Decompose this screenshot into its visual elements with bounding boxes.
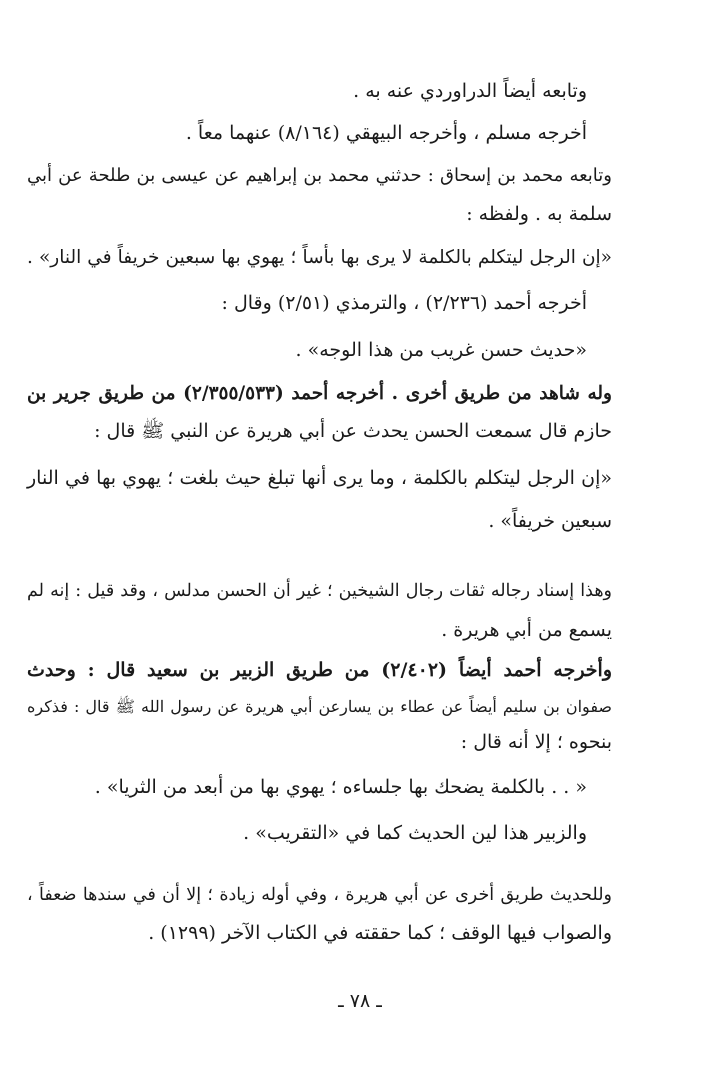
page-number: ـ ٧٨ ـ <box>338 990 382 1012</box>
text-line-7-start: حازم قال : <box>526 420 612 442</box>
text-line-12: بنحوه ؛ إلا أنه قال : <box>460 731 612 753</box>
text-line-7: سمعت الحسن يحدث عن أبي هريرة عن النبي ﷺ قال : <box>94 420 530 442</box>
text-line-6: وله شاهد من طريق أخرى . أخرجه أحمد (٢/٣٥٥/٥٣٣) من طريق جرير بن <box>27 383 612 404</box>
text-line-8: وهذا إسناد رجاله ثقات رجال الشيخين ؛ غير أن الحسن مدلس ، وقد قيل : إنه لم <box>27 581 612 601</box>
quote-line-4: سبعين خريفاً» . <box>488 510 612 532</box>
text-line-5: أخرجه أحمد (٢/٢٣٦) ، والترمذي (٢/٥١) وقال : <box>221 292 587 314</box>
text-line-2: أخرجه مسلم ، وأخرجه البيهقي (٨/١٦٤) عنهما معاً . <box>185 122 587 144</box>
quote-line-1: «إن الرجل ليتكلم بالكلمة لا يرى بها بأساً ؛ يهوي بها سبعين خريفاً في النار» . <box>27 247 612 268</box>
text-line-13: والزبير هذا لين الحديث كما في «التقريب» . <box>243 822 587 844</box>
text-line-9: يسمع من أبي هريرة . <box>441 619 612 641</box>
quote-line-5: « . . بالكلمة يضحك بها جلساءه ؛ يهوي بها من أبعد من الثريا» . <box>94 776 587 798</box>
text-line-11: صفوان بن سليم أيضاً عن عطاء بن يسارعن أبي هريرة عن رسول الله ﷺ قال : فذكره <box>27 697 612 716</box>
text-line-15: والصواب فيها الوقف ؛ كما حققته في الكتاب الآخر (١٢٩٩) . <box>148 922 612 944</box>
text-line-1: وتابعه أيضاً الدراوردي عنه به . <box>353 80 587 102</box>
text-line-14: وللحديث طريق أخرى عن أبي هريرة ، وفي أوله زيادة ؛ إلا أن في سندها ضعفاً ، <box>27 885 612 905</box>
text-line-4: سلمة به . ولفظه : <box>466 203 612 225</box>
text-line-3: وتابعه محمد بن إسحاق : حدثني محمد بن إبراهيم عن عيسى بن طلحة عن أبي <box>27 165 612 186</box>
quote-line-3: «إن الرجل ليتكلم بالكلمة ، وما يرى أنها تبلغ حيث بلغت ؛ يهوي بها في النار <box>27 467 612 489</box>
text-line-10: وأخرجه أحمد أيضاً (٢/٤٠٢) من طريق الزبير بن سعيد قال : وحدث <box>27 659 613 681</box>
quote-line-2: «حديث حسن غريب من هذا الوجه» . <box>295 339 587 361</box>
